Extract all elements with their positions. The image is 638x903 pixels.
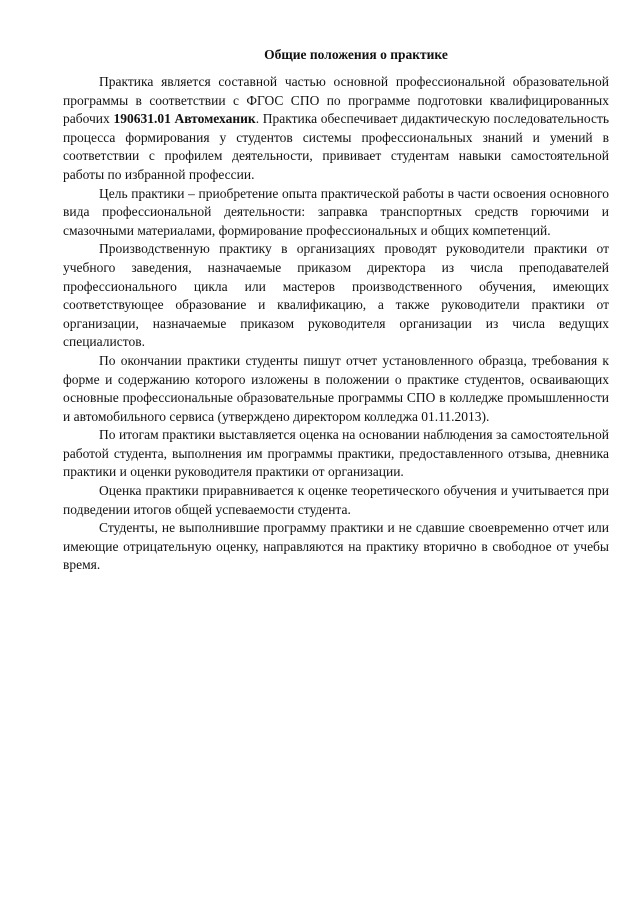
paragraph-practice-overview (63, 73, 609, 185)
paragraph-text: Практика является составной частью основной профессиональной образовательной программы в соответствии с ФГОС СПО по программе подготовки квалифицированных рабочих (63, 74, 609, 127)
paragraph-practice-goal: Цель практики – приобретение опыта практической работы в части освоения основного вида профессиональной деятельности: заправка транспортных средств горючими и смазочными материалами, формирование профессиональных и общих компетенций. (63, 185, 609, 238)
paragraph-practice-report: По окончании практики студенты пишут отчет установленного образца, требования к форме и содержанию которого изложены в положении о практике студентов, осваивающих основные профессиональные образовательные программы СПО в колледже промышленности и автомобильного сервиса (утверждено директором колледжа 01.11.2013). (63, 352, 609, 424)
program-code-name: 190631.01 Автомеханик (113, 111, 256, 127)
document-title: Общие положения о практике (264, 47, 448, 62)
paragraph-practice-grade-equivalence: Оценка практики приравнивается к оценке теоретического обучения и учитывается при подведении итогов общей успеваемости студента. (63, 483, 609, 517)
paragraph-practice-grading: По итогам практики выставляется оценка на основании наблюдения за самостоятельной работой студента, выполнения им программы практики, предоставленного отзыва, дневника практики и оценки руководителя практики от организации. (63, 427, 609, 480)
document-page (63, 46, 609, 575)
paragraph-practice-supervisors: Производственную практику в организациях проводят руководители практики от учебного заведения, назначаемые приказом директора из числа преподавателей профессионального цикла или мастеров производственного обучения, имеющих соответствующее образование и квалификацию, а также руководители практики от организации, назначаемые приказом руководителя организации из числа ведущих специалистов. (63, 241, 609, 350)
paragraph-text: . Практика обеспечивает дидактическую последовательность процесса формирования у студентов системы профессиональных знаний и умений в соответствии с профилем деятельности, прививает студентам навыки самостоятельной работы по избранной профессии. (63, 111, 609, 182)
paragraph-practice-retake: Студенты, не выполнившие программу практики и не сдавшие своевременно отчет или имеющие отрицательную оценку, направляются на практику вторично в свободное от учебы время. (63, 520, 609, 573)
